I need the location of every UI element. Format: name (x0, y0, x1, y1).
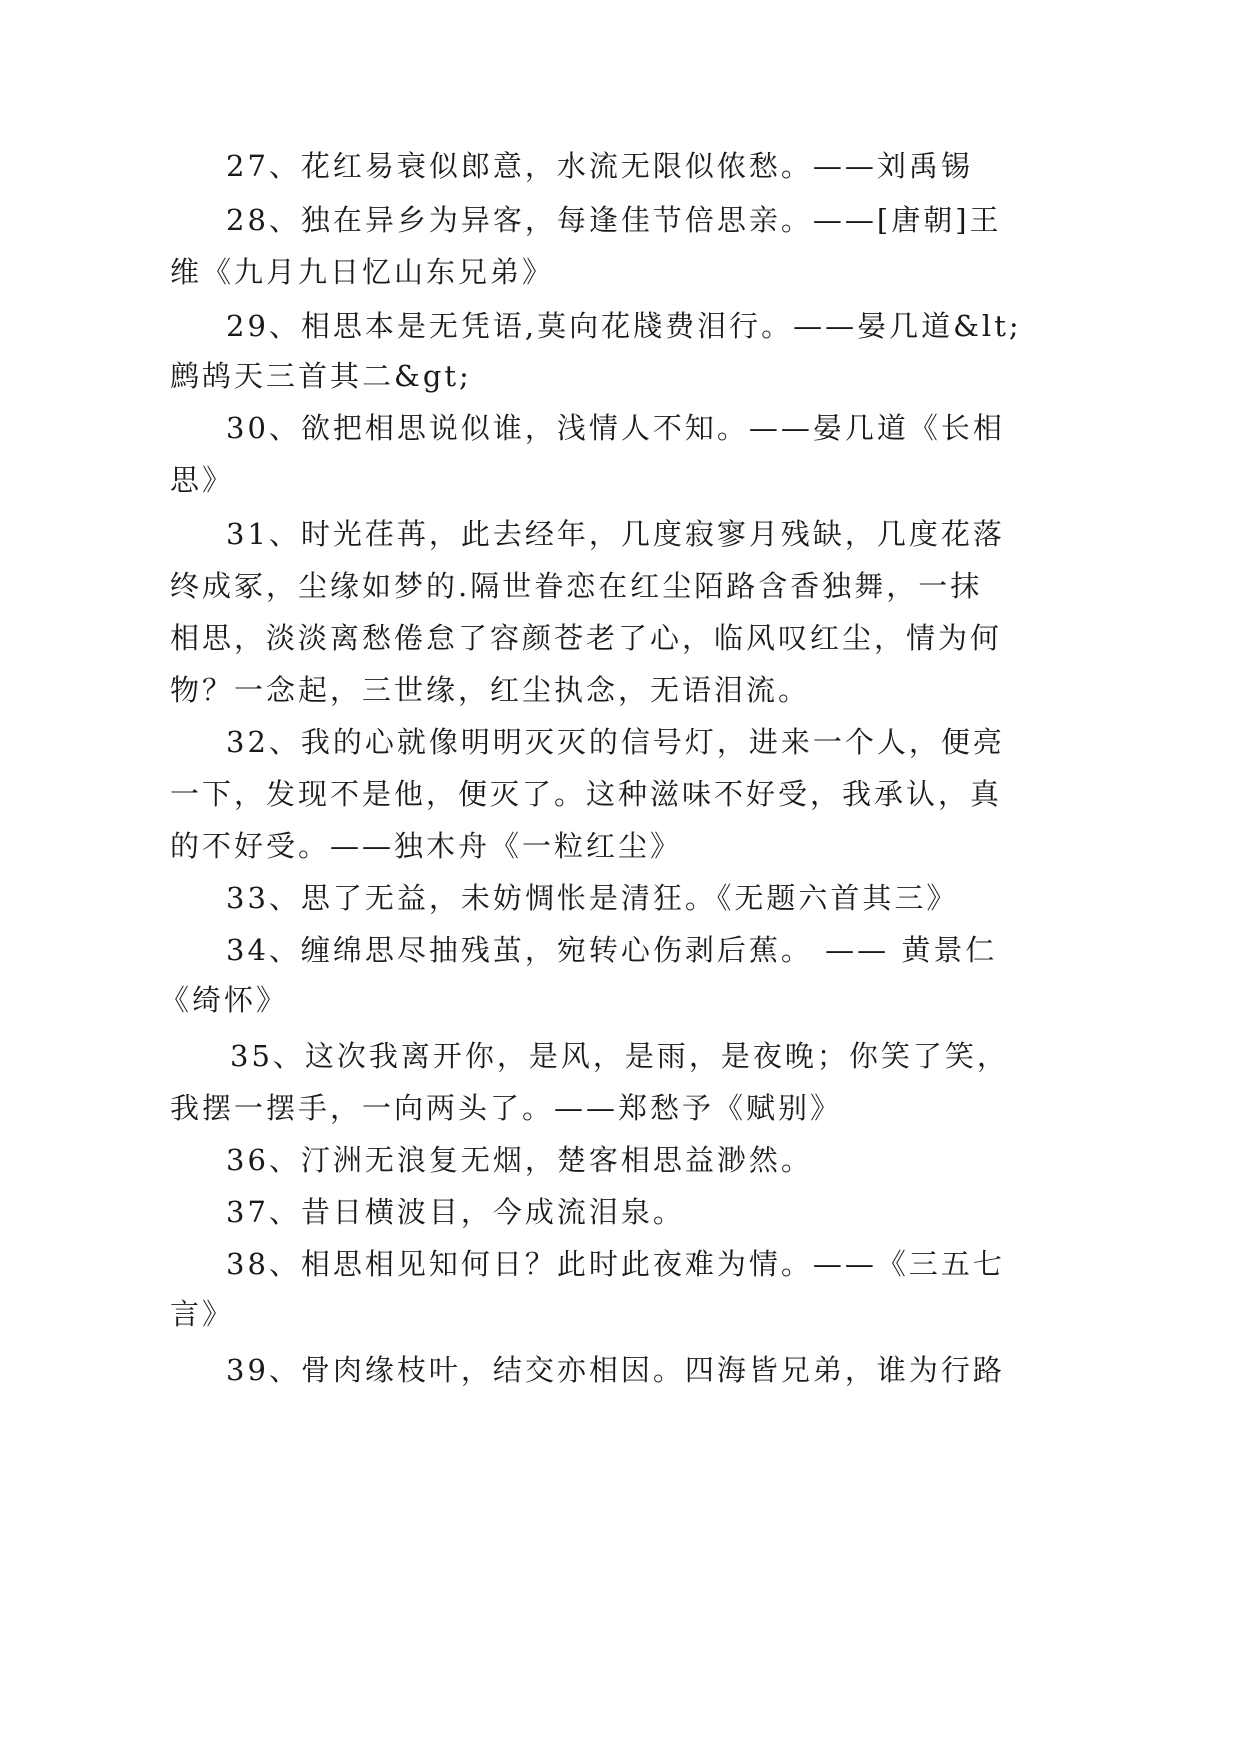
text-line-38-cont: 言》 (170, 1297, 235, 1331)
text-line-39: 39、骨肉缘枝叶，结交亦相因。四海皆兄弟，谁为行路 (226, 1353, 1005, 1387)
text-line-35-cont: 我摆一摆手，一向两头了。——郑愁予《赋别》 (170, 1091, 843, 1125)
text-line-31: 31、时光荏苒，此去经年，几度寂寥月残缺，几度花落 (226, 517, 1005, 551)
text-line-34: 34、缠绵思尽抽残茧，宛转心伤剥后蕉。 —— 黄景仁 (226, 933, 998, 967)
text-line-33: 33、思了无益，未妨惆怅是清狂。《无题六首其三》 (226, 881, 959, 915)
text-line-32-cont-2: 的不好受。——独木舟《一粒红尘》 (170, 829, 683, 863)
text-line-31-cont-1: 终成冢，尘缘如梦的.隔世眷恋在红尘陌路含香独舞，一抹 (170, 569, 983, 603)
text-line-36: 36、汀洲无浪复无烟，楚客相思益渺然。 (226, 1143, 813, 1177)
text-line-37: 37、昔日横波目，今成流泪泉。 (226, 1195, 685, 1229)
text-line-29: 29、相思本是无凭语,莫向花牋费泪行。——晏几道&lt; (226, 309, 1022, 343)
text-line-34-cont: 《绮怀》 (160, 983, 289, 1017)
text-line-30-cont: 思》 (170, 463, 235, 497)
text-line-38: 38、相思相见知何日？此时此夜难为情。——《三五七 (226, 1247, 1005, 1281)
text-line-30: 30、欲把相思说似谁，浅情人不知。——晏几道《长相 (226, 411, 1005, 445)
text-line-32: 32、我的心就像明明灭灭的信号灯，进来一个人，便亮 (226, 725, 1005, 759)
text-line-31-cont-2: 相思，淡淡离愁倦怠了容颜苍老了心，临风叹红尘，情为何 (170, 621, 1003, 655)
text-line-28: 28、独在异乡为异客，每逢佳节倍思亲。——[唐朝]王 (226, 203, 1002, 237)
text-line-35: 35、这次我离开你，是风，是雨，是夜晚；你笑了笑， (230, 1039, 1009, 1073)
text-line-29-cont: 鹧鸪天三首其二&gt; (170, 359, 472, 393)
text-line-31-cont-3: 物？一念起，三世缘，红尘执念，无语泪流。 (170, 673, 811, 707)
text-line-28-cont: 维《九月九日忆山东兄弟》 (170, 255, 555, 289)
text-line-27: 27、花红易衰似郎意，水流无限似侬愁。——刘禹锡 (226, 149, 973, 183)
text-line-32-cont-1: 一下，发现不是他，便灭了。这种滋味不好受，我承认，真 (170, 777, 1003, 811)
